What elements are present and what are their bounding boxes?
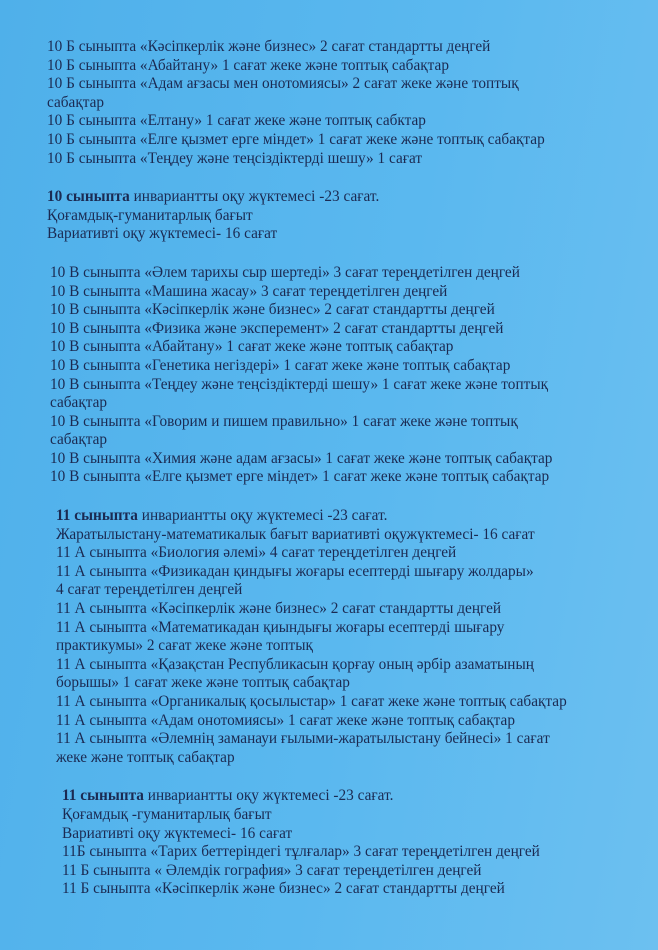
text-line: Вариативті оқу жүктемесі- 16 сағат xyxy=(62,824,293,842)
section-10-humanities-info xyxy=(0,207,658,244)
text-line: жеке және топтық сабақтар xyxy=(56,748,235,766)
section-10v-subjects xyxy=(0,264,658,487)
text-line: 10 В сыныпта «Генетика негіздері» 1 сағат жеке және топтық сабақтар xyxy=(50,356,511,374)
text-line: 10 В сыныпта «Говорим и пишем правильно» 1 сағат жеке және топтық xyxy=(50,412,518,430)
text-line: 11Б сыныпта «Тарих беттеріндегі тұлғалар» 3 сағат тереңдетілген деңгей xyxy=(62,843,540,861)
text-line: 10 В сыныпта «Теңдеу және теңсіздіктерді шешу» 1 сағат жеке және топтық xyxy=(50,375,549,393)
text-line: 10 Б сыныпта «Кәсіпкерлік және бизнес» 2 сағат стандартты деңгей xyxy=(47,38,491,55)
text-line: сабақтар xyxy=(47,93,105,111)
text-line: 11 Б сыныпта « Әлемдік гография» 3 сағат тереңдетілген деңгей xyxy=(62,861,482,879)
text-line: 11 А сыныпта «Биология әлемі» 4 сағат тереңдетілген деңгей xyxy=(56,544,457,562)
text-line: 10 В сыныпта «Химия және адам ағзасы» 1 сағат жеке және топтық сабақтар xyxy=(50,449,553,467)
text-line: 10 В сыныпта «Физика және эксперемент» 2 сағат стандартты деңгей xyxy=(50,319,504,337)
text-line: 11 Б сыныпта «Кәсіпкерлік және бизнес» 2 сағат стандартты деңгей xyxy=(62,880,505,898)
text-line: Қоғамдық -гуманитарлық бағыт xyxy=(62,805,272,823)
text-line: Вариативті оқу жүктемесі- 16 сағат xyxy=(47,225,278,243)
section-11b-humanities xyxy=(0,787,658,899)
text-line: 10 В сыныпта «Елге қызмет ерге міндет» 1 сағат жеке және топтық сабақтар xyxy=(50,468,550,486)
section-heading: 11 сыныпта инвариантты оқу жүктемесі -23 сағат. xyxy=(56,507,388,525)
text-line: 11 А сыныпта «Кәсіпкерлік және бизнес» 2 сағат стандартты деңгей xyxy=(56,600,502,618)
text-line: практикумы» 2 сағат жеке және топтық xyxy=(56,637,313,655)
text-line: 4 сағат тереңдетілген деңгей xyxy=(56,581,243,599)
text-line: 10 В сыныпта «Әлем тарихы сыр шертеді» 3 сағат тереңдетілген деңгей xyxy=(50,263,520,281)
section-10-humanities-header xyxy=(0,188,658,207)
text-line: 11 А сыныпта «Қазақстан Республикасын қорғау оның әрбір азаматының xyxy=(56,655,534,673)
text-line: 10 В сыныпта «Абайтану» 1 сағат жеке және топтық сабақтар xyxy=(50,338,454,356)
section-10b-subjects xyxy=(0,38,658,168)
text-line: 11 А сыныпта «Физикадан қиндығы жоғары есептерді шығару жолдары» xyxy=(56,562,534,580)
section-heading: 10 сыныпта инвариантты оқу жүктемесі -23 сағат. xyxy=(47,188,380,206)
text-line: 11 А сыныпта «Математикадан қиындығы жоғары есептерді шығару xyxy=(56,618,505,636)
text-line: 10 В сыныпта «Машина жасау» 3 сағат тереңдетілген деңгей xyxy=(50,282,448,300)
section-11a-natural-math xyxy=(0,507,658,767)
section-heading: 11 сыныпта инвариантты оқу жүктемесі -23 сағат. xyxy=(62,787,394,805)
document-page xyxy=(0,38,658,919)
text-line: 10 Б сыныпта «Елтану» 1 сағат жеке және топтық сабктар xyxy=(47,112,426,130)
text-line: 10 Б сыныпта «Абайтану» 1 сағат жеке және топтық сабақтар xyxy=(47,56,449,74)
text-line: 10 Б сыныпта «Елге қызмет ерге міндет» 1 сағат жеке және топтық сабақтар xyxy=(47,130,545,148)
text-line: 10 Б сыныпта «Адам ағзасы мен онотомиясы» 2 сағат жеке және топтық xyxy=(47,75,519,93)
text-line: сабақтар xyxy=(50,394,108,412)
text-line: Қоғамдық-гуманитарлық бағыт xyxy=(47,206,253,224)
text-line: сабақтар xyxy=(50,431,108,449)
text-line: 11 А сыныпта «Әлемнің заманауи ғылыми-жаратылыстану бейнесі» 1 сағат xyxy=(56,730,550,748)
text-line: 10 В сыныпта «Кәсіпкерлік және бизнес» 2 сағат стандартты деңгей xyxy=(50,301,495,319)
text-line: 11 А сыныпта «Адам онотомиясы» 1 сағат жеке және топтық сабақтар xyxy=(56,711,515,729)
text-line: Жаратылыстану-математикалык бағыт вариативті оқужүктемесі- 16 сағат xyxy=(56,525,535,543)
text-line: борышы» 1 сағат жеке және топтық сабақтар xyxy=(56,674,350,692)
text-line: 10 Б сыныпта «Теңдеу және теңсіздіктерді шешу» 1 сағат xyxy=(47,149,423,167)
text-line: 11 А сыныпта «Органикалық қосылыстар» 1 сағат жеке және топтық сабақтар xyxy=(56,693,567,710)
